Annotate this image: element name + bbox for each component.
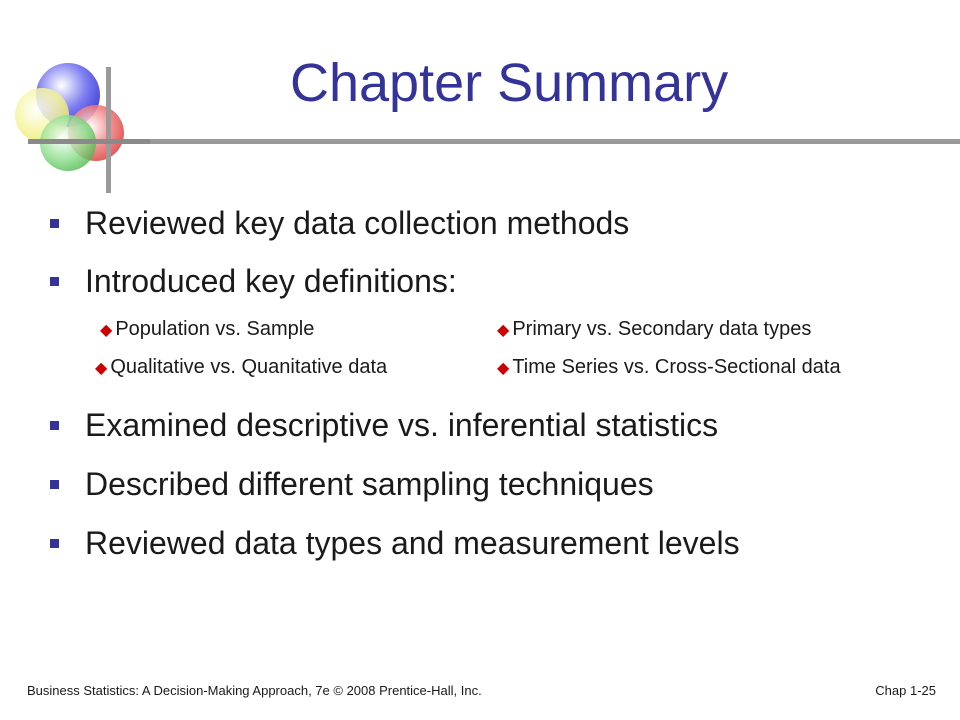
diamond-bullet-icon: ◆: [95, 359, 108, 377]
bullet-item: [50, 203, 629, 243]
bullet-item: [50, 261, 457, 301]
square-bullet-icon: [50, 421, 59, 430]
definition-item: [95, 356, 387, 379]
definition-text: Population vs. Sample: [115, 318, 315, 340]
bullet-item: [50, 405, 718, 445]
diamond-bullet-icon: ◆: [100, 321, 113, 339]
bullet-item: [50, 464, 654, 504]
square-bullet-icon: [50, 480, 59, 489]
footer-copyright: Business Statistics: A Decision-Making Approach, 7e © 2008 Prentice-Hall, Inc.: [27, 683, 482, 698]
definition-text: Time Series vs. Cross-Sectional data: [512, 356, 841, 378]
definition-item: [497, 356, 841, 379]
bullet-text: Reviewed key data collection methods: [85, 204, 630, 241]
definition-item: [100, 318, 314, 341]
footer-page-number: Chap 1-25: [875, 683, 936, 698]
bullet-text: Reviewed data types and measurement levels: [85, 524, 740, 561]
bullet-text: Described different sampling techniques: [85, 465, 654, 502]
square-bullet-icon: [50, 277, 59, 286]
square-bullet-icon: [50, 219, 59, 228]
definition-text: Qualitative vs. Quanitative data: [110, 356, 388, 378]
circles-logo: [10, 55, 150, 195]
diamond-bullet-icon: ◆: [497, 321, 510, 339]
bullet-item: [50, 523, 740, 563]
bullet-text: Introduced key definitions:: [85, 262, 457, 299]
definition-text: Primary vs. Secondary data types: [512, 318, 812, 340]
square-bullet-icon: [50, 539, 59, 548]
slide-title: Chapter Summary: [290, 53, 729, 113]
definition-item: [497, 318, 811, 341]
bullet-text: Examined descriptive vs. inferential statistics: [85, 406, 719, 443]
diamond-bullet-icon: ◆: [497, 359, 510, 377]
title-underline: [150, 139, 960, 144]
